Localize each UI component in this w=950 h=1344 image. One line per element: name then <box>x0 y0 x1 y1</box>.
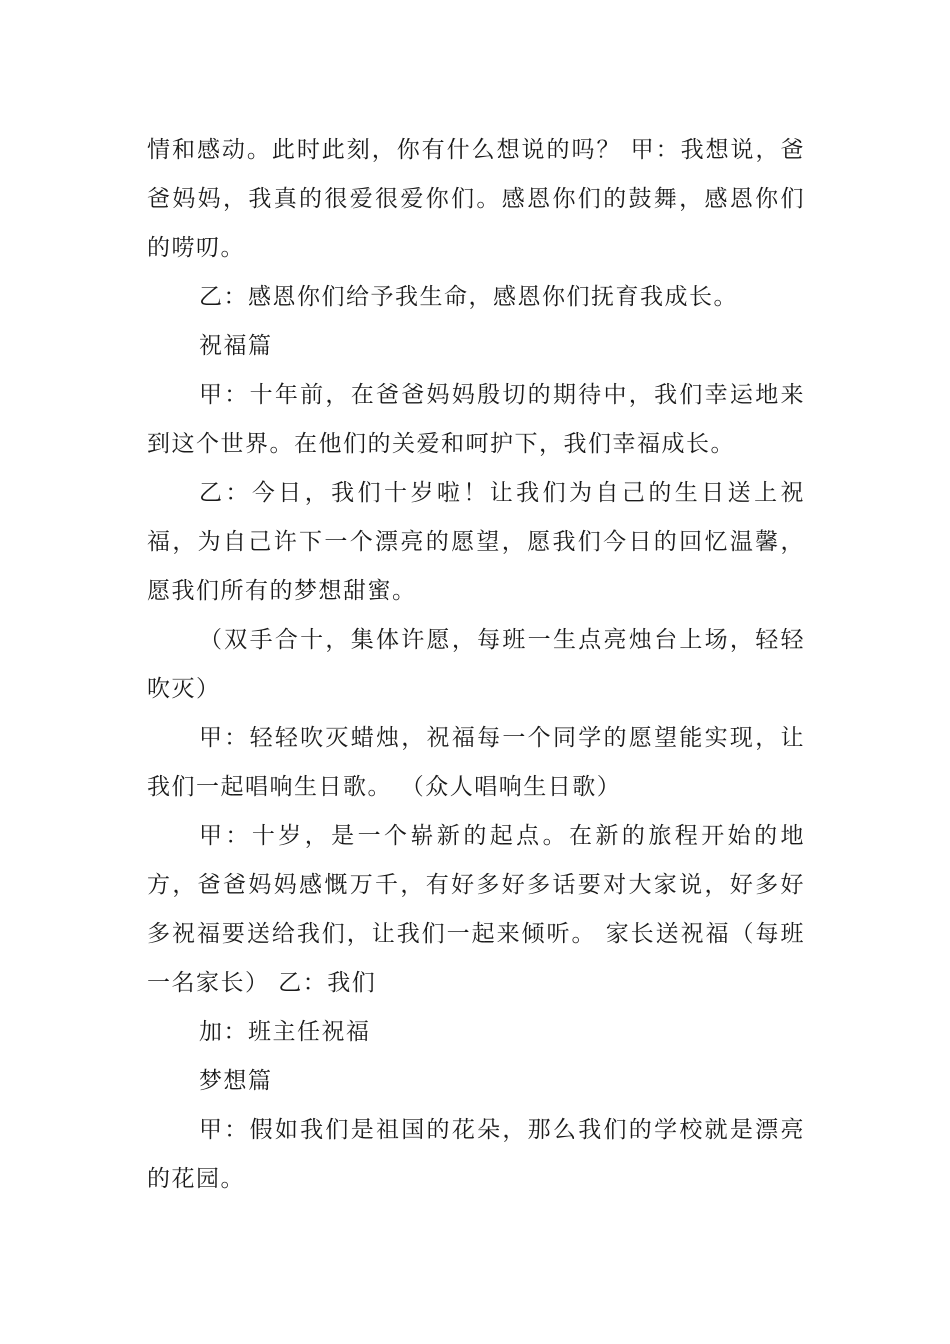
section-heading-blessing: 祝福篇 <box>199 333 273 359</box>
section-heading-dream: 梦想篇 <box>199 1068 273 1094</box>
paragraph-jia-flowers: 甲：假如我们是祖国的花朵，那么我们的学校就是漂亮的花园。 <box>147 1117 805 1192</box>
paragraph-jia-blow-candles: 甲：轻轻吹灭蜡烛，祝福每一个同学的愿望能实现，让我们一起唱响生日歌。 （众人唱响生日歌） <box>147 725 805 800</box>
paragraph-yi-birthday-wish: 乙：今日，我们十岁啦！让我们为自己的生日送上祝福，为自己许下一个漂亮的愿望，愿我们今日的回忆温馨，愿我们所有的梦想甜蜜。 <box>147 480 805 604</box>
paragraph-stage-direction-wish: （双手合十，集体许愿，每班一生点亮烛台上场，轻轻吹灭） <box>147 627 805 702</box>
paragraph-opening: 情和感动。此时此刻，你有什么想说的吗？ 甲：我想说，爸爸妈妈，我真的很爱很爱你们。感恩你们的鼓舞，感恩你们的唠叨。 <box>147 137 805 261</box>
paragraph-teacher-blessing: 加：班主任祝福 <box>199 1019 371 1045</box>
paragraph-jia-new-start: 甲：十岁，是一个崭新的起点。在新的旅程开始的地方，爸爸妈妈感慨万千，有好多好多话要对大家说，好多好多祝福要送给我们，让我们一起来倾听。 家长送祝福（每班一名家长） 乙：我们 <box>147 823 805 996</box>
paragraph-yi-gratitude: 乙：感恩你们给予我生命，感恩你们抚育我成长。 <box>199 284 738 310</box>
document-body <box>147 126 805 1204</box>
paragraph-jia-ten-years-ago: 甲：十年前，在爸爸妈妈殷切的期待中，我们幸运地来到这个世界。在他们的关爱和呵护下，我们幸福成长。 <box>147 382 805 457</box>
